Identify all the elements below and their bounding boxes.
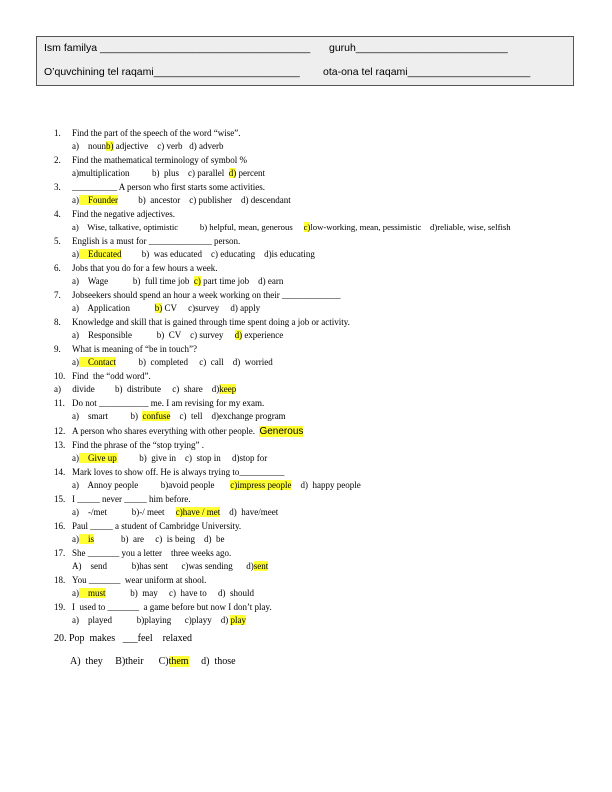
answer-options: a) Responsible b) CV c) survey d) experience	[72, 330, 284, 340]
question-number: 18.	[54, 575, 66, 585]
question-text: A person who shares everything with other people. Generous	[72, 426, 304, 437]
answer-options: A) they B)their C)them d) those	[70, 656, 236, 667]
answer-options: a) Contact b) completed c) call d) worried	[72, 357, 273, 367]
question-text: Knowledge and skill that is gained through time spent doing a job or activity.	[72, 317, 350, 327]
answer-options: a) Wise, talkative, optimistic b) helpful, mean, generous c)low-working, mean, pessimistic d)reliable, wise, selfish	[72, 222, 511, 232]
question-text: Do not ___________ me. I am revising for my exam.	[72, 398, 265, 408]
question-text: Paul _____ a student of Cambridge University.	[72, 521, 242, 531]
question-number: 10.	[54, 371, 66, 381]
correct-answer: must	[79, 588, 106, 598]
question-text: Mark loves to show off. He is always trying to__________	[72, 467, 285, 477]
question-text: Find the negative adjectives.	[72, 209, 175, 219]
answer-options: a) Annoy people b)avoid people c)impress people d) happy people	[72, 480, 361, 490]
answer-options: A) send b)has sent c)was sending d)sent	[72, 561, 269, 571]
answer-options: a) divide b) distribute c) share d)keep	[54, 384, 237, 394]
answer-options: a) Application b) CV c)survey d) apply	[72, 303, 261, 313]
question-text: Find the mathematical terminology of symbol %	[72, 155, 247, 165]
question-text: 20. Pop makes ___feel relaxed	[54, 633, 193, 644]
correct-answer: Founder	[79, 195, 118, 205]
correct-answer: Give up	[79, 453, 117, 463]
correct-answer: Generous	[259, 426, 304, 437]
question-text: __________ A person who first starts some activities.	[72, 182, 265, 192]
question-number: 7.	[54, 290, 61, 300]
question-number: 8.	[54, 317, 61, 327]
answer-options: a) Founder b) ancestor c) publisher d) descendant	[72, 195, 291, 205]
student-phone-field[interactable]: O’quvchining tel raqami_________________________	[44, 66, 300, 78]
correct-answer: b)	[106, 141, 114, 151]
correct-answer: play	[230, 615, 246, 625]
correct-answer: Contact	[79, 357, 116, 367]
question-number: 14.	[54, 467, 66, 477]
correct-answer: c)	[303, 222, 311, 232]
question-text: Jobseekers should spend an hour a week working on their _____________	[72, 290, 341, 300]
question-number: 2.	[54, 155, 61, 165]
correct-answer: c)have / met	[175, 507, 221, 517]
correct-answer: keep	[219, 384, 237, 394]
question-number: 6.	[54, 263, 61, 273]
question-text: She _______ you a letter three weeks ago.	[72, 548, 232, 558]
answer-options: a)multiplication b) plus c) parallel d) percent	[72, 168, 265, 178]
group-field[interactable]: guruh__________________________	[329, 42, 508, 54]
question-number: 13.	[54, 440, 66, 450]
question-number: 11.	[54, 398, 65, 408]
student-info-box	[36, 36, 574, 86]
answer-options: a) played b)playing c)playy d) play	[72, 615, 246, 625]
question-text: Find the part of the speech of the word “wise”.	[72, 128, 241, 138]
correct-answer: sent	[253, 561, 269, 571]
question-number: 17.	[54, 548, 66, 558]
question-number: 9.	[54, 344, 61, 354]
answer-options: a) is b) are c) is being d) be	[72, 534, 225, 544]
answer-options: a) must b) may c) have to d) should	[72, 588, 254, 598]
correct-answer: c)	[193, 276, 201, 286]
correct-answer: b)	[154, 303, 163, 313]
question-text: English is a must for ______________ person.	[72, 236, 241, 246]
question-text: Jobs that you do for a few hours a week.	[72, 263, 218, 273]
question-text: Find the phrase of the “stop trying” .	[72, 440, 204, 450]
question-text: What is meaning of “be in touch”?	[72, 344, 197, 354]
answer-options: a) -/met b)-/ meet c)have / met d) have/meet	[72, 507, 279, 517]
question-text: I used to _______ a game before but now I don’t play.	[72, 602, 272, 612]
answer-options: a) Educated b) was educated c) educating d)is educating	[72, 249, 315, 259]
question-text: You _______ wear uniform at shool.	[72, 575, 207, 585]
question-number: 5.	[54, 236, 61, 246]
answer-options: a) Wage b) full time job c) part time job d) earn	[72, 276, 284, 286]
question-text: I _____ never _____ him before.	[72, 494, 191, 504]
question-number: 12.	[54, 426, 66, 436]
name-field[interactable]: Ism familya ____________________________________	[44, 42, 311, 54]
correct-answer: confuse	[142, 411, 171, 421]
question-number: 1.	[54, 128, 61, 138]
correct-answer: is	[79, 534, 95, 544]
answer-options: a) nounb) adjective c) verb d) adverb	[72, 141, 224, 151]
question-text: Find the “odd word”.	[72, 371, 151, 381]
correct-answer: Educated	[79, 249, 122, 259]
question-number: 16.	[54, 521, 66, 531]
answer-options: a) smart b) confuse c) tell d)exchange program	[72, 411, 286, 421]
correct-answer: d)	[234, 330, 243, 340]
question-number: 3.	[54, 182, 61, 192]
parent-phone-field[interactable]: ota-ona tel raqami_____________________	[323, 66, 531, 78]
question-number: 19.	[54, 602, 66, 612]
question-number: 15.	[54, 494, 66, 504]
correct-answer: c)impress people	[230, 480, 292, 490]
correct-answer: d)	[228, 168, 237, 178]
correct-answer: them	[168, 656, 189, 667]
answer-options: a) Give up b) give in c) stop in d)stop for	[72, 453, 268, 463]
question-number: 4.	[54, 209, 61, 219]
